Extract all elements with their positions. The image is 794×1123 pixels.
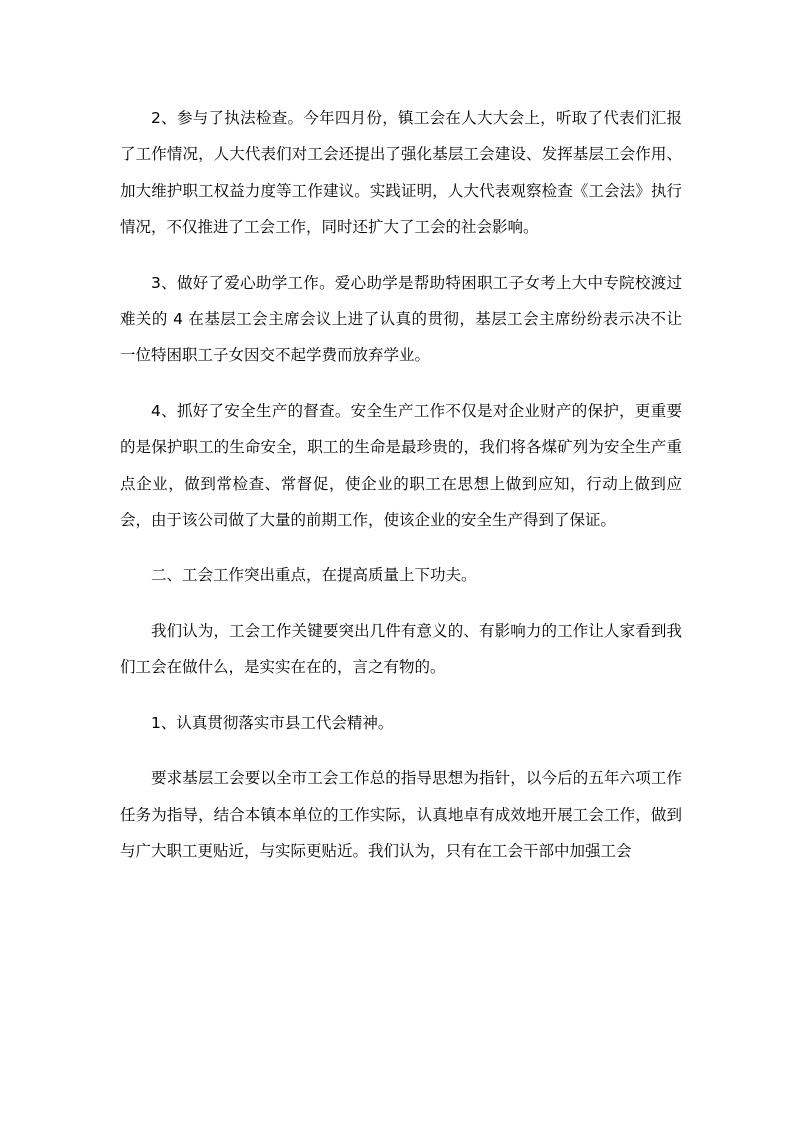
subheading-implement-congress: 1、认真贯彻落实市县工代会精神。 <box>151 713 394 732</box>
paragraph-spacer <box>120 374 682 393</box>
paragraph-spacer <box>120 538 682 557</box>
paragraph-grassroots-requirements: 要求基层工会要以全市工会工作总的指导思想为指针，以今后的五年六项工作任务为指导，结合本镇本单位的工作实际，认真地卓有成效地开展工会工作，做到与广大职工更贴近，与实际更贴近。我们认为，只有在工会干部中加强工会 <box>120 769 682 860</box>
paragraph-key-work-intro: 我们认为，工会工作关键要突出几件有意义的、有影响力的工作让人家看到我们工会在做什么，是实实在在的，言之有物的。 <box>120 621 682 677</box>
paragraph-safety-inspection: 4、抓好了安全生产的督查。安全生产工作不仅是对企业财产的保护，更重要的是保护职工的生命安全，职工的生命是最珍贵的，我们将各煤矿列为安全生产重点企业，做到常检查、常督促，使企业的职工在思想上做到应知，行动上做到应会，由于该公司做了大量的前期工作，使该企业的安全生产得到了保证。 <box>120 401 682 530</box>
paragraph-spacer <box>120 741 682 760</box>
paragraph-spacer <box>120 594 682 613</box>
section-heading-key-work: 二、工会工作突出重点，在提高质量上下功夫。 <box>151 566 477 585</box>
paragraph-spacer <box>120 246 682 265</box>
paragraph-student-aid: 3、做好了爱心助学工作。爱心助学是帮助特困职工子女考上大中专院校渡过难关的 4 在基层工会主席会议上进了认真的贯彻，基层工会主席纷纷表示决不让一位特困职工子女因交不起学费而放弃学业。 <box>120 273 682 365</box>
document-body <box>120 100 682 869</box>
paragraph-spacer <box>120 686 682 705</box>
paragraph-law-inspection: 2、参与了执法检查。今年四月份，镇工会在人大大会上，听取了代表们汇报了工作情况，人大代表们对工会还提出了强化基层工会建设、发挥基层工会作用、加大维护职工权益力度等工作建议。实践证明，人大代表观察检查《工会法》执行情况，不仅推进了工会工作，同时还扩大了工会的社会影响。 <box>120 109 682 237</box>
